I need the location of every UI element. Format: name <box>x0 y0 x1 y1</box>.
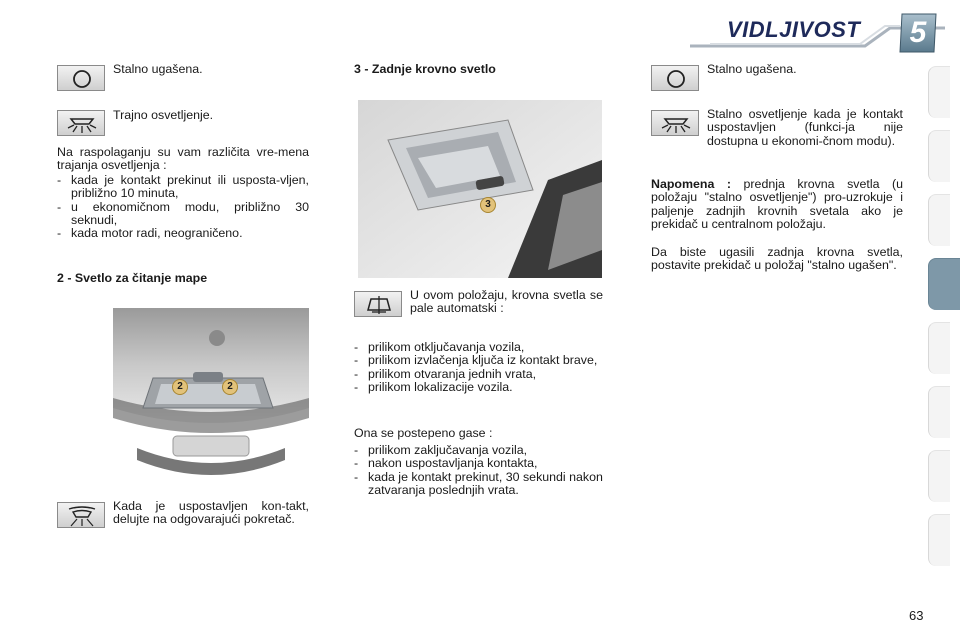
list-item: - prilikom otvaranja jednih vrata, <box>354 368 606 381</box>
col3-note <box>651 178 903 231</box>
lamp-on-icon <box>58 111 106 137</box>
col1-intro: Na raspolaganju su vam različita vre-mena trajanja osvetljenja : <box>57 145 309 173</box>
chapter-number: 5 <box>909 16 927 49</box>
chapter-tabs <box>928 66 960 574</box>
section3-heading: 3 - Zadnje krovno svetlo <box>354 62 496 76</box>
list-item: - prilikom izvlačenja ključa iz kontakt brave, <box>354 354 606 367</box>
col3-off-text: Stalno ugašena. <box>707 62 797 76</box>
lamp-on-icon <box>652 111 700 137</box>
chapter-tab[interactable] <box>928 514 950 566</box>
reading-lamp-icon <box>58 503 106 529</box>
note-label: Napomena : <box>651 177 731 191</box>
list-item: - prilikom zaključavanja vozila, <box>354 444 606 457</box>
col1-bottom-text: Kada je uspostavljen kon-takt, delujte na odgovarajući pokretač. <box>113 499 309 527</box>
callout-label: 2 <box>177 381 183 392</box>
page-title: VIDLJIVOST <box>727 17 861 42</box>
rear-switch-off-control <box>651 65 699 91</box>
callout-label: 3 <box>485 199 491 210</box>
col3-note2: Da biste ugasili zadnja krovna svetla, postavite prekidač u položaj "stalno ugašen". <box>651 245 903 273</box>
col2-auto-text: U ovom položaju, krovna svetla se pale automatski : <box>410 288 603 316</box>
chapter-tab-active[interactable] <box>928 258 960 310</box>
col1-duration-list <box>57 174 309 240</box>
col2-on-list <box>354 341 606 394</box>
list-item: - prilikom otključavanja vozila, <box>354 341 606 354</box>
rear-switch-on-control <box>651 110 699 136</box>
chapter-tab[interactable] <box>928 450 950 502</box>
section2-heading: 2 - Svetlo za čitanje mape <box>57 271 208 285</box>
col2-off-list <box>354 444 606 497</box>
door-courtesy-icon <box>355 292 403 318</box>
chapter-tab[interactable] <box>928 322 950 374</box>
rear-roof-light-photo <box>358 100 602 278</box>
list-item: - nakon uspostavljanja kontakta, <box>354 457 606 470</box>
reading-lamp-control <box>57 502 105 528</box>
col1-off-text: Stalno ugašena. <box>113 62 203 76</box>
list-item: - kada motor radi, neograničeno. <box>57 227 309 240</box>
callout-label: 2 <box>227 381 233 392</box>
circle-off-icon <box>58 66 106 92</box>
switch-on-control <box>57 110 105 136</box>
chapter-tab[interactable] <box>928 386 950 438</box>
switch-off-control <box>57 65 105 91</box>
map-lamp-photo <box>113 308 309 488</box>
list-item: - kada je kontakt prekinut, 30 sekundi nakon zatvaranja poslednjih vrata. <box>354 471 606 498</box>
note-text: prednja krovna svetla (u položaju "stalno osvetljenje") pro-uzrokuje i paljenje zadnjih krovnih svetala ako je prekidač u centralnom položaju. <box>651 177 903 231</box>
list-item: - kada je kontakt prekinut ili usposta-vljen, približno 10 minuta, <box>57 174 309 201</box>
list-item: - prilikom lokalizacije vozila. <box>354 381 606 394</box>
door-switch-control <box>354 291 402 317</box>
col3-on-text: Stalno osvetljenje kada je kontakt uspostavljen (funkci-ja nije dostupna u ekonomi-čnom modu). <box>707 107 903 148</box>
circle-off-icon <box>652 66 700 92</box>
col2-off-intro: Ona se postepeno gase : <box>354 426 493 440</box>
page-number: 63 <box>909 608 924 623</box>
chapter-tab[interactable] <box>928 130 950 182</box>
list-item: - u ekonomičnom modu, približno 30 seknudi, <box>57 201 309 228</box>
col1-on-text: Trajno osvetljenje. <box>113 108 214 122</box>
chapter-tab[interactable] <box>928 194 950 246</box>
chapter-tab[interactable] <box>928 66 950 118</box>
